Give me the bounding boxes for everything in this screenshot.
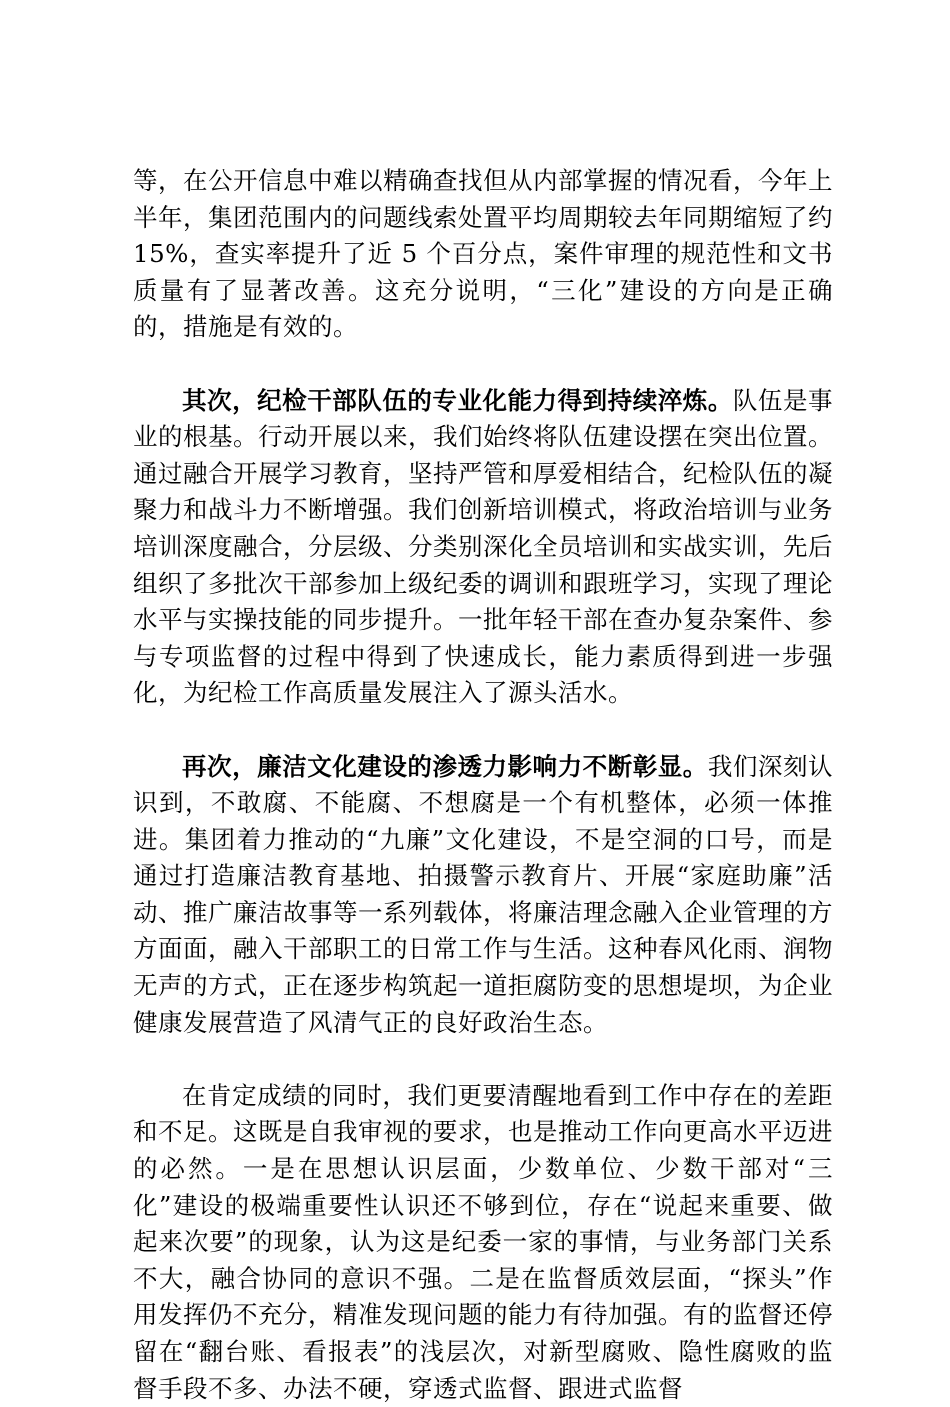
paragraph-3-text: 我们深刻认识到，不敢腐、不能腐、不想腐是一个有机整体，必须一体推进。集团着力推动的“九廉”文化建设，不是空洞的口号，而是通过打造廉洁教育基地、拍摄警示教育片、开展“家庭助廉”活动、推广廉洁故事等一系列载体，将廉洁理念融入企业管理的方方面面，融入干部职工的日常工作与生活。这种春风化雨、润物无声的方式，正在逐步构筑起一道拒腐防变的思想堤坝，为企业健康发展营造了风清气正的良好政治生态。 (133, 751, 834, 1037)
paragraph-3 (133, 749, 833, 1042)
paragraph-4-text: 在肯定成绩的同时，我们更要清醒地看到工作中存在的差距和不足。这既是自我审视的要求，也是推动工作向更高水平迈进的必然。一是在思想认识层面，少数单位、少数干部对“三化”建设的极端重要性认识还不够到位，存在“说起来重要、做起来次要”的现象，认为这是纪委一家的事情，与业务部门关系不大，融合协同的意识不强。二是在监督质效层面，“探头”作用发挥仍不充分，精准发现问题的能力有待加强。有的监督还停留在“翻台账、看报表”的浅层次，对新型腐败、隐性腐败的监督手段不多、办法不硬，穿透式监督、跟进式监督 (133, 1080, 833, 1403)
paragraph-2-text: 队伍是事业的根基。行动开展以来，我们始终将队伍建设摆在突出位置。通过融合开展学习教育，坚持严管和厚爱相结合，纪检队伍的凝聚力和战斗力不断增强。我们创新培训模式，将政治培训与业务培训深度融合，分层级、分类别深化全员培训和实战实训，先后组织了多批次干部参加上级纪委的调训和跟班学习，实现了理论水平与实操技能的同步提升。一批年轻干部在查办复杂案件、参与专项监督的过程中得到了快速成长，能力素质得到进一步强化，为纪检工作高质量发展注入了源头活水。 (133, 385, 834, 708)
paragraph-1-text: 等，在公开信息中难以精确查找但从内部掌握的情况看，今年上半年，集团范围内的问题线索处置平均周期较去年同期缩短了约 15%，查实率提升了近 5 个百分点，案件审理的规范性和文书质量有了显著改善。这充分说明，“三化”建设的方向是正确的，措施是有效的。 (133, 166, 833, 342)
paragraph-2 (133, 383, 833, 712)
paragraph-4 (133, 1078, 833, 1407)
paragraph-3-lead: 再次，廉洁文化建设的渗透力影响力不断彰显。 (182, 751, 708, 781)
document-body (133, 163, 833, 1407)
paragraph-1 (133, 163, 833, 346)
paragraph-2-lead: 其次，纪检干部队伍的专业化能力得到持续淬炼。 (182, 385, 733, 415)
